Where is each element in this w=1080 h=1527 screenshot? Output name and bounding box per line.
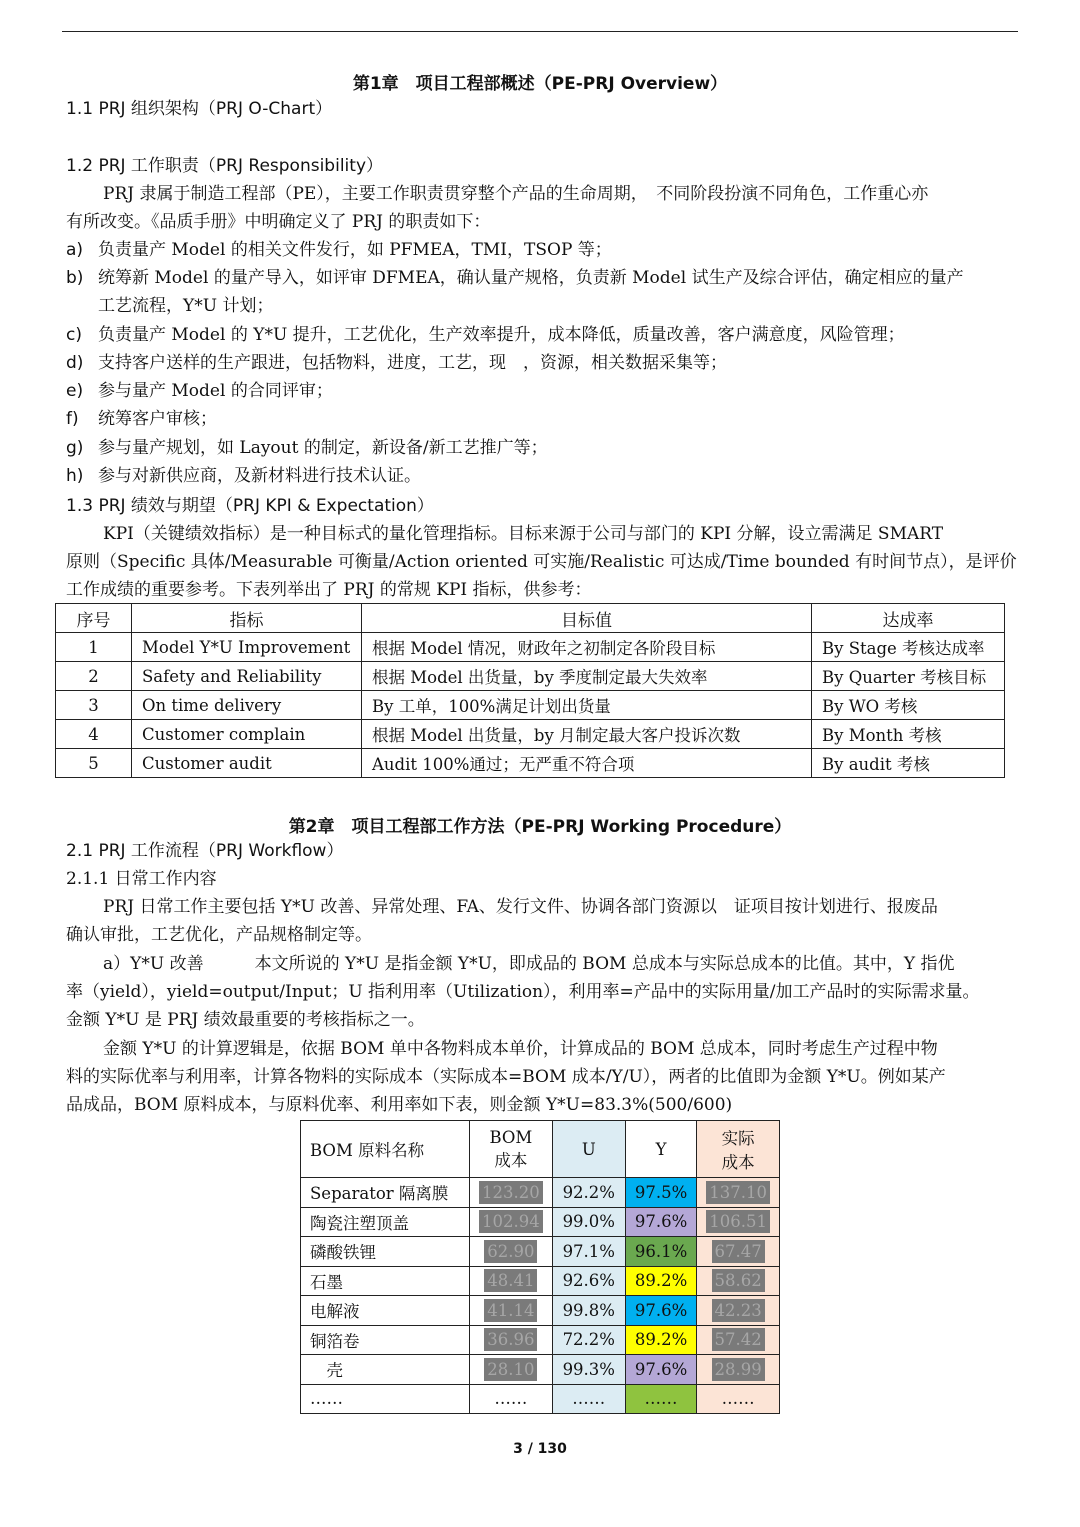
kpi-cell: By Month 考核	[812, 720, 1005, 749]
bom-actual-cell: 58.62	[697, 1266, 780, 1296]
section-1-2: 1.2 PRJ 工作职责（PRJ Responsibility）	[66, 156, 383, 176]
kpi-cell: 根据 Model 出货量，by 季度制定最大失效率	[362, 662, 812, 691]
list-text: 统筹客户审核；	[98, 409, 217, 429]
paragraph-line: PRJ 日常工作主要包括 Y*U 改善、异常处理、FA、发行文件、协调各部门资源以 证项目按计划进行、报废品	[103, 897, 938, 917]
bom-cost-cell: 48.41	[470, 1266, 553, 1296]
bom-row	[301, 1237, 780, 1267]
kpi-cell: 4	[56, 720, 132, 749]
bom-u-cell: 92.6%	[552, 1266, 625, 1296]
list-item	[66, 377, 333, 405]
paragraph-line: 原则（Specific 具体/Measurable 可衡量/Action oriented 可实施/Realistic 可达成/Time bounded 有时间节点），是评价	[66, 552, 1017, 572]
kpi-cell: 5	[56, 749, 132, 778]
paragraph-line: 确认审批，工艺优化，产品规格制定等。	[66, 925, 372, 945]
kpi-row	[56, 662, 1005, 691]
bom-header-row	[301, 1121, 780, 1178]
chapter-1-title: 第1章 项目工程部概述（PE-PRJ Overview）	[352, 74, 728, 94]
bom-cost-cell: 41.14	[470, 1296, 553, 1326]
bom-y-cell: 97.6%	[625, 1207, 696, 1237]
list-item	[66, 405, 217, 433]
bom-header-actual: 实际 成本	[697, 1121, 780, 1178]
kpi-header-cell: 达成率	[812, 604, 1005, 633]
bom-name-cell: 壳	[301, 1355, 470, 1385]
paragraph-line: 金额 Y*U 是 PRJ 绩效最重要的考核指标之一。	[66, 1010, 425, 1030]
kpi-cell: 3	[56, 691, 132, 720]
kpi-header-cell: 目标值	[362, 604, 812, 633]
bom-u-cell: 99.8%	[552, 1296, 625, 1326]
bom-name-cell: 磷酸铁锂	[301, 1237, 470, 1267]
kpi-cell: By WO 考核	[812, 691, 1005, 720]
paragraph-line: 率（yield），yield=output/Input；U 指利用率（Utilization），利用率=产品中的实际用量/加工产品时的实际需求量。	[66, 982, 980, 1002]
bom-actual-cell: ……	[697, 1384, 780, 1414]
bom-name-cell: 石墨	[301, 1266, 470, 1296]
kpi-cell: Audit 100%通过；无严重不符合项	[362, 749, 812, 778]
bom-actual-cell: 28.99	[697, 1355, 780, 1385]
list-item	[66, 321, 905, 349]
bom-row	[301, 1325, 780, 1355]
bom-name-cell: 陶瓷注塑顶盖	[301, 1207, 470, 1237]
page-number: 3 / 130	[513, 1441, 567, 1457]
kpi-cell: 根据 Model 情况，财政年之初制定各阶段目标	[362, 633, 812, 662]
bom-header-name: BOM 原料名称	[301, 1121, 470, 1178]
kpi-cell: Safety and Reliability	[132, 662, 362, 691]
list-item	[66, 264, 964, 292]
list-item	[66, 434, 548, 462]
bom-u-cell: 99.3%	[552, 1355, 625, 1385]
kpi-cell: By Quarter 考核目标	[812, 662, 1005, 691]
paragraph-line: 料的实际优率与利用率，计算各物料的实际成本（实际成本=BOM 成本/Y/U），两者的比值即为金额 Y*U。例如某产	[66, 1067, 946, 1087]
bom-actual-cell: 137.10	[697, 1178, 780, 1208]
bom-u-cell: 72.2%	[552, 1325, 625, 1355]
list-marker: f)	[66, 409, 79, 429]
paragraph-line: KPI（关键绩效指标）是一种目标式的量化管理指标。目标来源于公司与部门的 KPI 分解，设立需满足 SMART	[103, 524, 944, 544]
kpi-cell: By 工单，100%满足计划出货量	[362, 691, 812, 720]
kpi-cell: By audit 考核	[812, 749, 1005, 778]
bom-header-y: Y	[625, 1121, 696, 1178]
kpi-cell: By Stage 考核达成率	[812, 633, 1005, 662]
bom-actual-cell: 42.23	[697, 1296, 780, 1326]
kpi-header-row	[56, 604, 1005, 633]
kpi-row	[56, 720, 1005, 749]
bom-cost-cell: 62.90	[470, 1237, 553, 1267]
bom-cost-cell: 36.96	[470, 1325, 553, 1355]
bom-table	[300, 1120, 780, 1414]
bom-y-cell: 97.6%	[625, 1355, 696, 1385]
kpi-cell: On time delivery	[132, 691, 362, 720]
bom-y-cell: 96.1%	[625, 1237, 696, 1267]
kpi-table	[55, 603, 1005, 778]
bom-cost-cell: 102.94	[470, 1207, 553, 1237]
paragraph-line: a）Y*U 改善 本文所说的 Y*U 是指金额 Y*U，即成品的 BOM 总成本与实际总成本的比值。其中，Y 指优	[103, 954, 955, 974]
kpi-row	[56, 691, 1005, 720]
bom-cost-cell: 123.20	[470, 1178, 553, 1208]
list-text: 统筹新 Model 的量产导入，如评审 DFMEA，确认量产规格，负责新 Model 试生产及综合评估，确定相应的量产	[98, 268, 964, 288]
bom-name-cell: 电解液	[301, 1296, 470, 1326]
bom-u-cell: 99.0%	[552, 1207, 625, 1237]
list-text: 参与量产 Model 的合同评审；	[98, 381, 333, 401]
list-text: 参与量产规划，如 Layout 的制定，新设备/新工艺推广等；	[98, 438, 548, 458]
bom-actual-cell: 106.51	[697, 1207, 780, 1237]
bom-y-cell: 97.5%	[625, 1178, 696, 1208]
bom-header-bom: BOM 成本	[470, 1121, 553, 1178]
list-text: 支持客户送样的生产跟进，包括物料，进度，工艺，现 ，资源，相关数据采集等；	[98, 353, 727, 373]
kpi-cell: Model Y*U Improvement	[132, 633, 362, 662]
list-item	[66, 292, 273, 320]
list-marker: e)	[66, 381, 84, 401]
list-text: 参与对新供应商，及新材料进行技术认证。	[98, 466, 421, 486]
paragraph-line: 有所改变。《品质手册》中明确定义了 PRJ 的职责如下：	[66, 212, 491, 232]
kpi-row	[56, 633, 1005, 662]
bom-cost-cell: 28.10	[470, 1355, 553, 1385]
list-text: 负责量产 Model 的 Y*U 提升，工艺优化，生产效率提升，成本降低，质量改善，客户满意度，风险管理；	[98, 325, 905, 345]
bom-row	[301, 1207, 780, 1237]
header-rule	[62, 31, 1018, 32]
list-text: 负责量产 Model 的相关文件发行，如 PFMEA，TMI，TSOP 等；	[98, 240, 612, 260]
bom-y-cell: 97.6%	[625, 1296, 696, 1326]
bom-row	[301, 1296, 780, 1326]
paragraph-line: PRJ 隶属于制造工程部（PE），主要工作职责贯穿整个产品的生命周期， 不同阶段扮演不同角色，工作重心亦	[103, 184, 929, 204]
paragraph-line: 金额 Y*U 的计算逻辑是，依据 BOM 单中各物料成本单价，计算成品的 BOM 总成本，同时考虑生产过程中物	[103, 1039, 938, 1059]
bom-name-cell: Separator 隔离膜	[301, 1178, 470, 1208]
kpi-cell: Customer audit	[132, 749, 362, 778]
bom-u-cell: 92.2%	[552, 1178, 625, 1208]
bom-name-cell: ……	[301, 1384, 470, 1414]
bom-row	[301, 1384, 780, 1414]
kpi-cell: 根据 Model 出货量，by 月制定最大客户投诉次数	[362, 720, 812, 749]
kpi-header-cell: 序号	[56, 604, 132, 633]
list-marker: b)	[66, 268, 84, 288]
kpi-row	[56, 749, 1005, 778]
bom-row	[301, 1266, 780, 1296]
bom-y-cell: ……	[625, 1384, 696, 1414]
bom-name-cell: 铜箔卷	[301, 1325, 470, 1355]
section-2-1: 2.1 PRJ 工作流程（PRJ Workflow）	[66, 841, 344, 861]
list-marker: c)	[66, 325, 82, 345]
bom-actual-cell: 67.47	[697, 1237, 780, 1267]
list-item	[66, 349, 727, 377]
bom-y-cell: 89.2%	[625, 1266, 696, 1296]
list-item	[66, 236, 612, 264]
section-1-1: 1.1 PRJ 组织架构（PRJ O-Chart）	[66, 99, 333, 119]
list-marker: h)	[66, 466, 84, 486]
bom-u-cell: ……	[552, 1384, 625, 1414]
kpi-cell: 1	[56, 633, 132, 662]
list-marker: g)	[66, 438, 84, 458]
section-1-3: 1.3 PRJ 绩效与期望（PRJ KPI & Expectation）	[66, 496, 434, 516]
list-text: 工艺流程，Y*U 计划；	[98, 296, 274, 316]
list-marker: a)	[66, 240, 84, 260]
bom-row	[301, 1178, 780, 1208]
bom-cost-cell: ……	[470, 1384, 553, 1414]
kpi-cell: 2	[56, 662, 132, 691]
list-marker: d)	[66, 353, 84, 373]
list-item	[66, 462, 421, 490]
paragraph-line: 品成品，BOM 原料成本，与原料优率、利用率如下表，则金额 Y*U=83.3%(500/600)	[66, 1095, 733, 1115]
bom-u-cell: 97.1%	[552, 1237, 625, 1267]
bom-row	[301, 1355, 780, 1385]
bom-header-u: U	[552, 1121, 625, 1178]
kpi-cell: Customer complain	[132, 720, 362, 749]
section-2-1-1: 2.1.1 日常工作内容	[66, 869, 217, 889]
paragraph-line: 工作成绩的重要参考。下表列举出了 PRJ 的常规 KPI 指标，供参考：	[66, 580, 592, 600]
bom-actual-cell: 57.42	[697, 1325, 780, 1355]
bom-y-cell: 89.2%	[625, 1325, 696, 1355]
kpi-header-cell: 指标	[132, 604, 362, 633]
chapter-2-title: 第2章 项目工程部工作方法（PE-PRJ Working Procedure）	[288, 817, 792, 837]
